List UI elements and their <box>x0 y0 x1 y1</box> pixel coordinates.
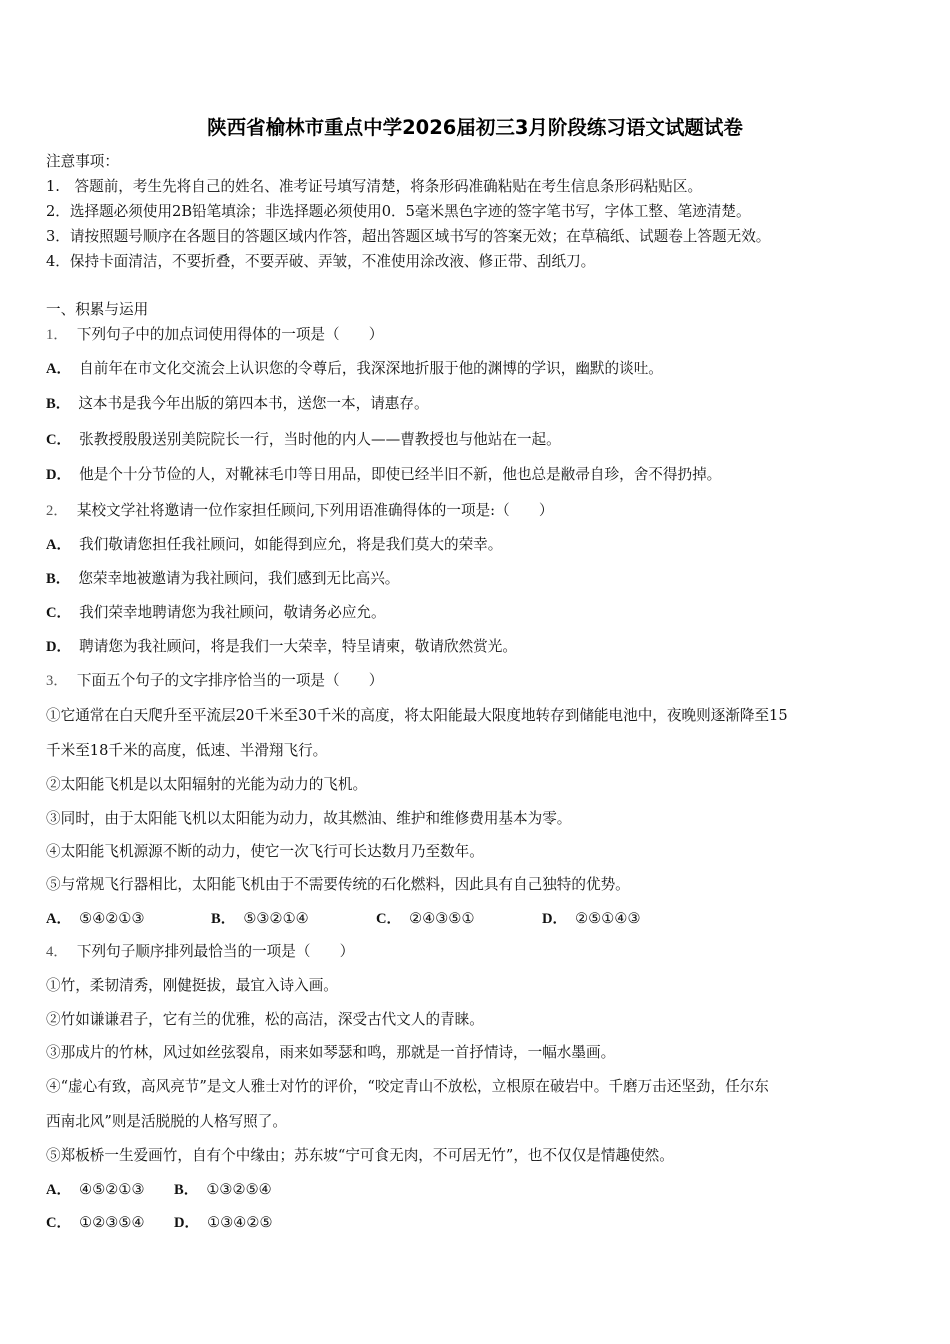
option-text: 他是个十分节俭的人，对靴袜毛巾等日用品，即使已经半旧不新，他也总是敝帚自珍，舍不得扔掉。 <box>79 466 722 483</box>
q4-option-b <box>174 1180 272 1200</box>
option-label: C． <box>376 911 402 927</box>
question-number: 4． <box>46 944 68 960</box>
option-text: ②④③⑤① <box>409 910 475 927</box>
q2-option-c <box>46 603 386 623</box>
option-text: ①③②⑤④ <box>206 1181 272 1198</box>
q2-option-d <box>46 637 517 657</box>
question-text: 下列句子顺序排列最恰当的一项是（ ） <box>76 943 355 960</box>
option-label: B． <box>46 571 71 587</box>
q1-option-b <box>46 394 429 414</box>
option-text: 自前年在市文化交流会上认识您的令尊后，我深深地折服于他的渊博的学识，幽默的谈吐。 <box>79 360 663 377</box>
option-text: 我们敬请您担任我社顾问，如能得到应允，将是我们莫大的荣幸。 <box>79 536 503 553</box>
section-heading: 一、积累与运用 <box>46 301 149 318</box>
question-2-stem <box>46 501 553 521</box>
q4-sentence-5: ⑤郑板桥一生爱画竹，自有个中缘由；苏东坡“宁可食无肉，不可居无竹”，也不仅仅是情趣使然。 <box>46 1147 674 1164</box>
q4-option-a <box>46 1180 174 1200</box>
option-label: D． <box>174 1215 200 1231</box>
q3-option-a <box>46 909 211 929</box>
notice-item: 2．选择题必须使用2B铅笔填涂；非选择题必须使用0．5毫米黑色字迹的签字笔书写，字体工整、笔迹清楚。 <box>46 203 751 220</box>
q3-options <box>46 909 641 929</box>
option-text: 聘请您为我社顾问，将是我们一大荣幸，特呈请柬，敬请欣然赏光。 <box>79 638 517 655</box>
question-4-stem <box>46 942 354 962</box>
q3-sentence-5: ⑤与常规飞行器相比，太阳能飞机由于不需要传统的石化燃料，因此具有自己独特的优势。 <box>46 876 630 893</box>
option-label: D． <box>542 911 568 927</box>
q1-option-c <box>46 430 561 450</box>
question-number: 1． <box>46 327 68 343</box>
option-text: 这本书是我今年出版的第四本书，送您一本，请惠存。 <box>78 395 429 412</box>
option-text: ⑤③②①④ <box>243 910 309 927</box>
option-label: A． <box>46 911 72 927</box>
option-label: C． <box>46 605 72 621</box>
q4-options-row-2 <box>46 1213 273 1233</box>
option-text: ⑤④②①③ <box>79 910 145 927</box>
q3-option-d <box>542 909 641 929</box>
question-number: 2． <box>46 503 68 519</box>
option-label: B． <box>46 396 71 412</box>
q4-option-d <box>174 1213 273 1233</box>
q3-sentence-4: ④太阳能飞机源源不断的动力，使它一次飞行可长达数月乃至数年。 <box>46 843 484 860</box>
q3-sentence-1: ①它通常在白天爬升至平流层20千米至30千米的高度，将太阳能最大限度地转存到储能电池中，夜晚则逐渐降至15 <box>46 707 788 724</box>
page-title: 陕西省榆林市重点中学2026届初三3月阶段练习语文试题试卷 <box>207 116 743 139</box>
q3-sentence-2: ②太阳能飞机是以太阳辐射的光能为动力的飞机。 <box>46 776 368 793</box>
option-text: 张教授殷殷送别美院院长一行，当时他的内人——曹教授也与他站在一起。 <box>79 431 561 448</box>
option-text: 我们荣幸地聘请您为我社顾问，敬请务必应允。 <box>79 604 386 621</box>
q2-option-b <box>46 569 399 589</box>
question-number: 3． <box>46 673 68 689</box>
option-label: D． <box>46 467 72 483</box>
question-text: 下面五个句子的文字排序恰当的一项是（ ） <box>76 672 384 689</box>
q4-sentence-4-cont: 西南北风”则是活脱脱的人格写照了。 <box>46 1113 287 1130</box>
option-text: ①③④②⑤ <box>207 1214 273 1231</box>
option-label: C． <box>46 1215 72 1231</box>
option-label: A． <box>46 1182 72 1198</box>
q3-option-c <box>376 909 542 929</box>
q2-option-a <box>46 535 502 555</box>
option-text: 您荣幸地被邀请为我社顾问，我们感到无比高兴。 <box>78 570 400 587</box>
option-text: ②⑤①④③ <box>575 910 641 927</box>
q3-sentence-1-cont: 千米至18千米的高度，低速、半滑翔飞行。 <box>46 742 328 759</box>
q1-option-a <box>46 359 663 379</box>
option-label: D． <box>46 639 72 655</box>
q4-sentence-4: ④“虚心有致，高风亮节”是文人雅士对竹的评价，“咬定青山不放松，立根原在破岩中。千磨万击还坚劲，任尔东 <box>46 1078 769 1095</box>
question-1-stem <box>46 325 383 345</box>
q4-option-c <box>46 1213 174 1233</box>
notice-item: 3．请按照题号顺序在各题目的答题区域内作答，超出答题区域书写的答案无效；在草稿纸、试题卷上答题无效。 <box>46 228 771 245</box>
option-label: B． <box>174 1182 199 1198</box>
q4-options-row-1 <box>46 1180 272 1200</box>
option-text: ①②③⑤④ <box>79 1214 145 1231</box>
q3-sentence-3: ③同时，由于太阳能飞机以太阳能为动力，故其燃油、维护和维修费用基本为零。 <box>46 810 572 827</box>
notice-item: 1. 答题前，考生先将自己的姓名、准考证号填写清楚，将条形码准确粘贴在考生信息条形码粘贴区。 <box>46 178 703 195</box>
option-label: A． <box>46 361 72 377</box>
notice-item: 4．保持卡面清洁，不要折叠，不要弄破、弄皱，不准使用涂改液、修正带、刮纸刀。 <box>46 253 596 270</box>
q4-sentence-3: ③那成片的竹林，风过如丝弦裂帛，雨来如琴瑟和鸣，那就是一首抒情诗，一幅水墨画。 <box>46 1044 616 1061</box>
question-text: 下列句子中的加点词使用得体的一项是（ ） <box>76 326 384 343</box>
q4-sentence-1: ①竹，柔韧清秀，刚健挺拔，最宜入诗入画。 <box>46 977 338 994</box>
question-text: 某校文学社将邀请一位作家担任顾问,下列用语准确得体的一项是:（ ） <box>76 502 554 519</box>
question-3-stem <box>46 671 383 691</box>
option-text: ④⑤②①③ <box>79 1181 145 1198</box>
q1-option-d <box>46 465 721 485</box>
option-label: C． <box>46 432 72 448</box>
q4-sentence-2: ②竹如谦谦君子，它有兰的优雅，松的高洁，深受古代文人的青睐。 <box>46 1011 484 1028</box>
notice-heading: 注意事项： <box>46 153 119 170</box>
option-label: B． <box>211 911 236 927</box>
q3-option-b <box>211 909 376 929</box>
option-label: A． <box>46 537 72 553</box>
